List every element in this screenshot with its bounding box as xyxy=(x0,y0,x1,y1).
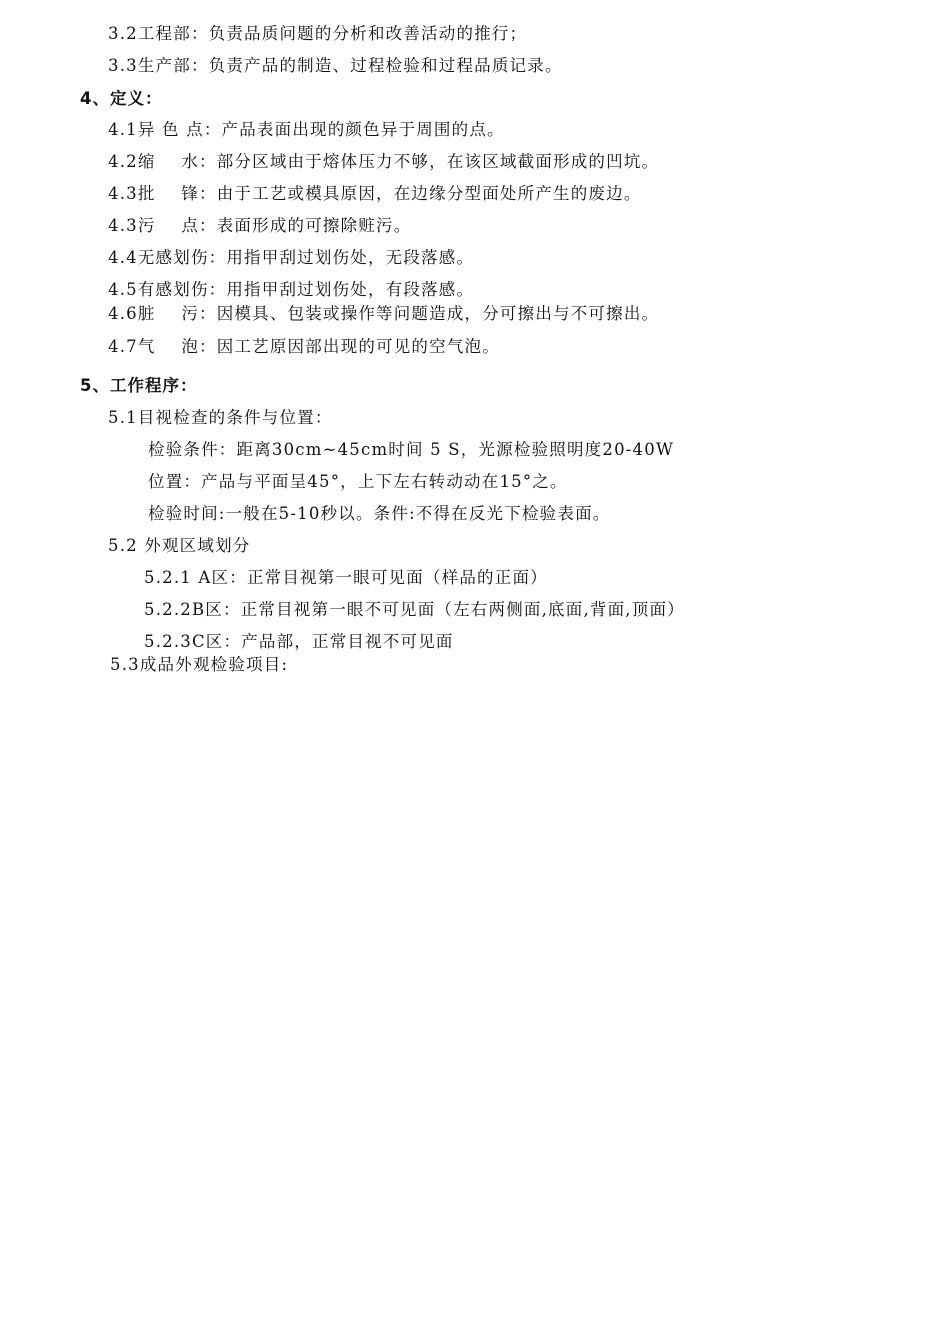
zone-c: 5.2.3C区：产品部，正常目视不可见面 xyxy=(144,632,454,651)
section-5-2-title: 5.2 外观区域划分 xyxy=(108,536,251,555)
inspection-time: 检验时间:一般在5-10秒以。条件:不得在反光下检验表面。 xyxy=(148,504,611,523)
zone-a: 5.2.1 A区：正常目视第一眼可见面（样品的正面） xyxy=(144,568,548,587)
responsibility-production: 3.3生产部：负责产品的制造、过程检验和过程品质记录。 xyxy=(108,56,563,75)
section-5-1-title: 5.1目视检查的条件与位置： xyxy=(108,408,333,427)
definition-item: 4.6脏 污：因模具、包装或操作等问题造成，分可擦出与不可擦出。 xyxy=(108,304,660,323)
inspection-condition: 检验条件：距离30cm~45cm时间 5 S，光源检验照明度20-40W xyxy=(148,440,675,459)
inspection-position: 位置：产品与平面呈45°，上下左右转动动在15°之。 xyxy=(148,472,568,491)
section-4-heading: 4、定义： xyxy=(80,89,163,108)
definition-item: 4.4无感划伤：用指甲刮过划伤处，无段落感。 xyxy=(108,248,475,267)
definition-item: 4.7气 泡：因工艺原因部出现的可见的空气泡。 xyxy=(108,337,500,356)
zone-b: 5.2.2B区：正常目视第一眼不可见面（左右两侧面,底面,背面,顶面） xyxy=(144,600,685,619)
section-5-heading: 5、工作程序： xyxy=(80,376,198,395)
section-5-3-title: 5.3成品外观检验项目: xyxy=(110,655,289,674)
definition-item: 4.3批 锋：由于工艺或模具原因，在边缘分型面处所产生的废边。 xyxy=(108,184,642,203)
definition-item: 4.5有感划伤：用指甲刮过划伤处，有段落感。 xyxy=(108,280,475,299)
definition-item: 4.3污 点：表面形成的可擦除赃污。 xyxy=(108,216,412,235)
responsibility-engineering: 3.2工程部：负责品质问题的分析和改善活动的推行； xyxy=(108,24,528,43)
definition-item: 4.1异 色 点：产品表面出现的颜色异于周围的点。 xyxy=(108,120,505,139)
definition-item: 4.2缩 水：部分区域由于熔体压力不够，在该区域截面形成的凹坑。 xyxy=(108,152,660,171)
